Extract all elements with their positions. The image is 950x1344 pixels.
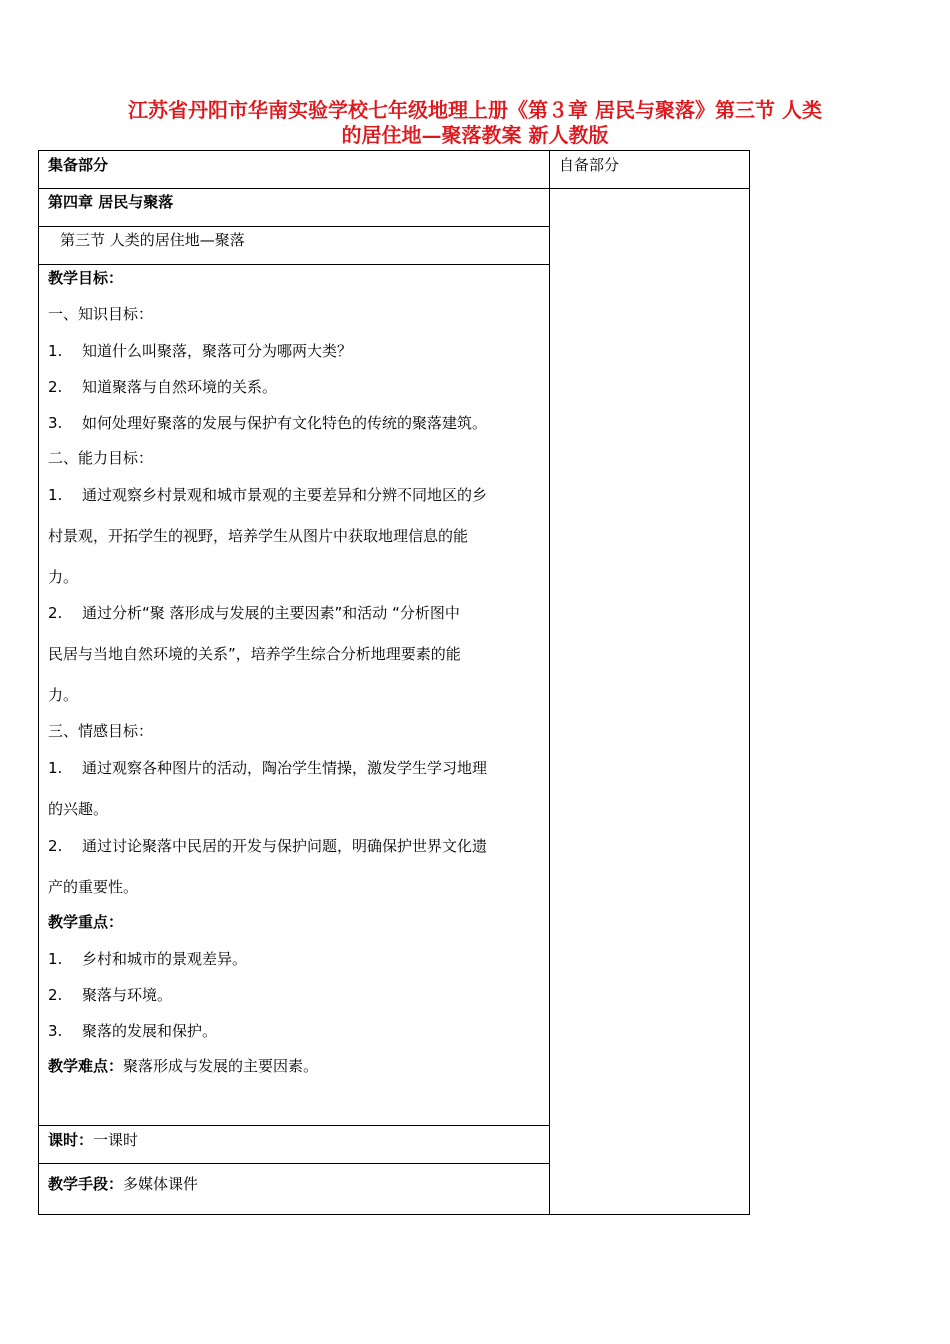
period-label: 课时： bbox=[48, 1131, 94, 1149]
means-label: 教学手段： bbox=[48, 1175, 124, 1193]
difficulty-label: 教学难点： bbox=[48, 1057, 124, 1075]
period-row-divider bbox=[39, 1163, 550, 1164]
column-divider bbox=[549, 151, 550, 1214]
knowledge-heading: 一、知识目标： bbox=[48, 305, 154, 323]
ability-item-1-line-2: 村景观，开拓学生的视野，培养学生从图片中获取地理信息的能 bbox=[48, 527, 469, 545]
period-row bbox=[48, 1130, 138, 1150]
emotion-item-1: 1. 通过观察各种图片的活动，陶冶学生情操，激发学生学习地理 bbox=[48, 759, 488, 777]
self-prep-header: 自备部分 bbox=[559, 156, 620, 174]
emotion-item-1-line-2: 的兴趣。 bbox=[48, 800, 109, 818]
ability-item-2: 2. 通过分析“聚 落形成与发展的主要因素”和活动 “分析图中 bbox=[48, 604, 460, 622]
chapter-row-divider bbox=[39, 226, 550, 227]
ability-item-1: 1. 通过观察乡村景观和城市景观的主要差异和分辨不同地区的乡 bbox=[48, 486, 488, 504]
knowledge-item-1: 1. 知道什么叫聚落，聚落可分为哪两大类？ bbox=[48, 342, 353, 360]
header-row-divider bbox=[39, 188, 749, 189]
period-text: 一课时 bbox=[93, 1131, 139, 1149]
ability-item-2-line-2: 民居与当地自然环境的关系”，培养学生综合分析地理要素的能 bbox=[48, 645, 461, 663]
lesson-plan-table bbox=[38, 150, 750, 1215]
difficulty-text: 聚落形成与发展的主要因素。 bbox=[123, 1057, 319, 1075]
means-row bbox=[48, 1174, 198, 1194]
shared-prep-header: 集备部分 bbox=[48, 156, 109, 174]
emotion-item-2-line-2: 产的重要性。 bbox=[48, 878, 139, 896]
knowledge-item-2: 2. 知道聚落与自然环境的关系。 bbox=[48, 378, 278, 396]
keypoint-item-3: 3. 聚落的发展和保护。 bbox=[48, 1022, 218, 1040]
section-row-divider bbox=[39, 264, 550, 265]
ability-item-1-line-3: 力。 bbox=[48, 568, 79, 586]
section-title: 第三节 人类的居住地—聚落 bbox=[60, 231, 245, 249]
emotion-item-2: 2. 通过讨论聚落中民居的开发与保护问题，明确保护世界文化遗 bbox=[48, 837, 488, 855]
means-text: 多媒体课件 bbox=[123, 1175, 199, 1193]
title-line-1: 江苏省丹阳市华南实验学校七年级地理上册《第３章 居民与聚落》第三节 人类 bbox=[128, 98, 822, 122]
difficulty-row bbox=[48, 1056, 318, 1076]
keypoint-item-1: 1. 乡村和城市的景观差异。 bbox=[48, 950, 248, 968]
emotion-heading: 三、情感目标： bbox=[48, 722, 154, 740]
keypoints-heading: 教学重点： bbox=[48, 913, 124, 931]
objectives-heading: 教学目标： bbox=[48, 269, 124, 287]
knowledge-item-3: 3. 如何处理好聚落的发展与保护有文化特色的传统的聚落建筑。 bbox=[48, 414, 488, 432]
ability-heading: 二、能力目标： bbox=[48, 449, 154, 467]
objectives-row-divider bbox=[39, 1125, 550, 1126]
document-title bbox=[60, 98, 890, 148]
chapter-title: 第四章 居民与聚落 bbox=[48, 193, 174, 211]
ability-item-2-line-3: 力。 bbox=[48, 686, 79, 704]
keypoint-item-2: 2. 聚落与环境。 bbox=[48, 986, 173, 1004]
title-line-2: 的居住地—聚落教案 新人教版 bbox=[341, 123, 609, 147]
